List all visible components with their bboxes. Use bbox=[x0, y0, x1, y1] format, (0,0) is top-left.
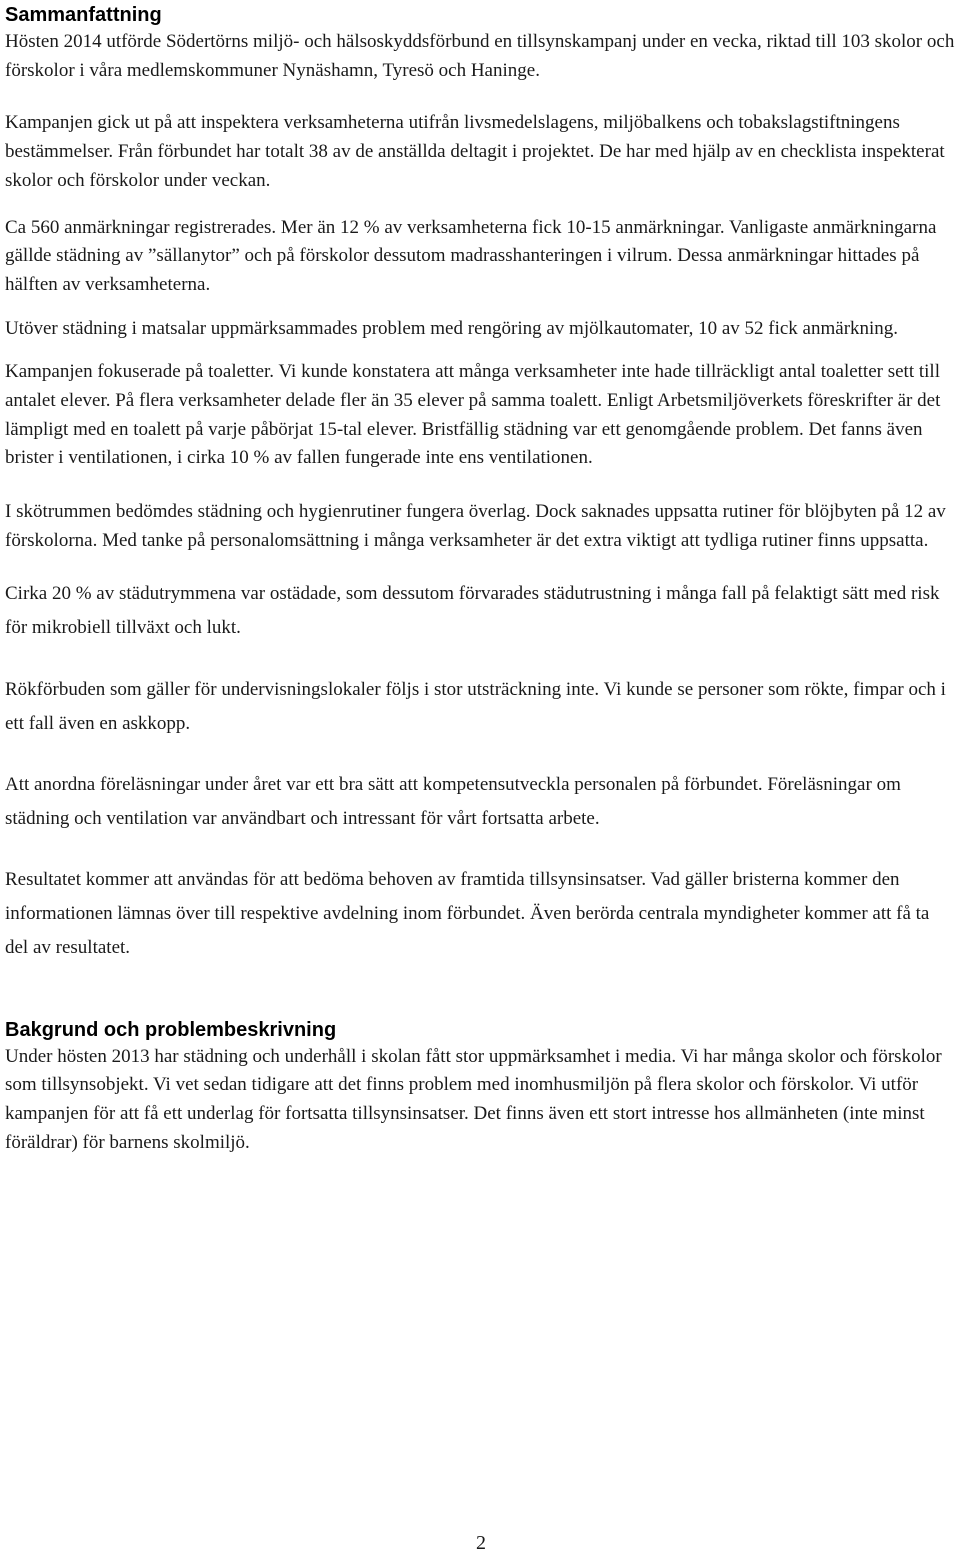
summary-section bbox=[5, 2, 957, 965]
summary-paragraph-smoking: Rökförbuden som gäller för undervisningslokaler följs i stor utsträckning inte. Vi kunde se personer som rökte, fimpar och i ett fall även en askkopp. bbox=[5, 678, 946, 734]
summary-paragraph-campaign: Kampanjen gick ut på att inspektera verksamheterna utifrån livsmedelslagens, miljöbalkens och tobakslagstiftningens bestämmelser. Från förbundet har totalt 38 av de anställda deltagit i projektet. De har med hjälp av en checklista inspekterat skolor och förskolor under veckan. bbox=[5, 112, 945, 191]
background-heading: Bakgrund och problembeskrivning bbox=[5, 1018, 337, 1041]
summary-paragraph-lectures: Att anordna föreläsningar under året var ett bra sätt att kompetensutveckla personalen på förbundet. Föreläsningar om städning och ventilation var användbart och intressant för vårt fortsatta arbete. bbox=[5, 773, 901, 829]
document-page bbox=[5, 0, 957, 1157]
summary-paragraph-results: Resultatet kommer att användas för att bedöma behoven av framtida tillsynsinsatser. Vad gäller bristerna kommer den informationen lämnas över till respektive avdelning inom förbundet. Även berörda centrala myndigheter kommer att få ta del av resultatet. bbox=[5, 868, 930, 958]
summary-paragraph-cleaning-rooms: Cirka 20 % av städutrymmena var ostädade, som dessutom förvarades städutrustning i många fall på felaktigt sätt med risk för mikrobiell tillväxt och lukt. bbox=[5, 582, 940, 638]
summary-heading: Sammanfattning bbox=[5, 4, 162, 26]
background-paragraph: Under hösten 2013 har städning och underhåll i skolan fått stor uppmärksamhet i media. Vi har många skolor och förskolor som tillsynsobjekt. Vi vet sedan tidigare att det finns problem med inomhusmiljön på flera skolor och förskolor. Vi utför kampanjen för att få ett underlag för fortsatta tillsynsinsatser. Det finns även ett stort intresse hos allmänheten (inte minst föräldrar) för barnens skolmiljö. bbox=[5, 1045, 942, 1153]
summary-paragraph-toilets: Kampanjen fokuserade på toaletter. Vi kunde konstatera att många verksamheter inte hade tillräckligt antal toaletter sett till antalet elever. På flera verksamheter delade fler än 35 elever på samma toalett. Enligt Arbetsmiljöverkets föreskrifter är det lämpligt med en toalett på varje påbörjat 15-tal elever. Bristfällig städning var ett genomgående problem. Det fanns även brister i ventilationen, i cirka 10 % av fallen fungerade inte ens ventilationen. bbox=[5, 361, 941, 469]
summary-paragraph-dining: Utöver städning i matsalar uppmärksammades problem med rengöring av mjölkautomater, 10 av 52 fick anmärkning. bbox=[5, 317, 899, 339]
summary-paragraph-changing-rooms: I skötrummen bedömdes städning och hygienrutiner fungera överlag. Dock saknades uppsatta rutiner för blöjbyten på 12 av förskolorna. Med tanke på personalomsättning i många verksamheter är det extra viktigt att tydliga rutiner finns uppsatta. bbox=[5, 501, 946, 551]
summary-paragraph-intro: Hösten 2014 utförde Södertörns miljö- och hälsoskyddsförbund en tillsynskampanj under en vecka, riktad till 103 skolor och förskolor i våra medlemskommuner Nynäshamn, Tyresö och Haninge. bbox=[5, 31, 955, 81]
background-section bbox=[5, 1017, 957, 1158]
summary-paragraph-remarks: Ca 560 anmärkningar registrerades. Mer än 12 % av verksamheterna fick 10-15 anmärkningar. Vanligaste anmärkningarna gällde städning av ”sällanytor” och på förskolor dessutom madrasshanteringen i vilrum. Dessa anmärkningar hittades på hälften av verksamheterna. bbox=[5, 216, 937, 295]
page-number: 2 bbox=[476, 1532, 486, 1554]
